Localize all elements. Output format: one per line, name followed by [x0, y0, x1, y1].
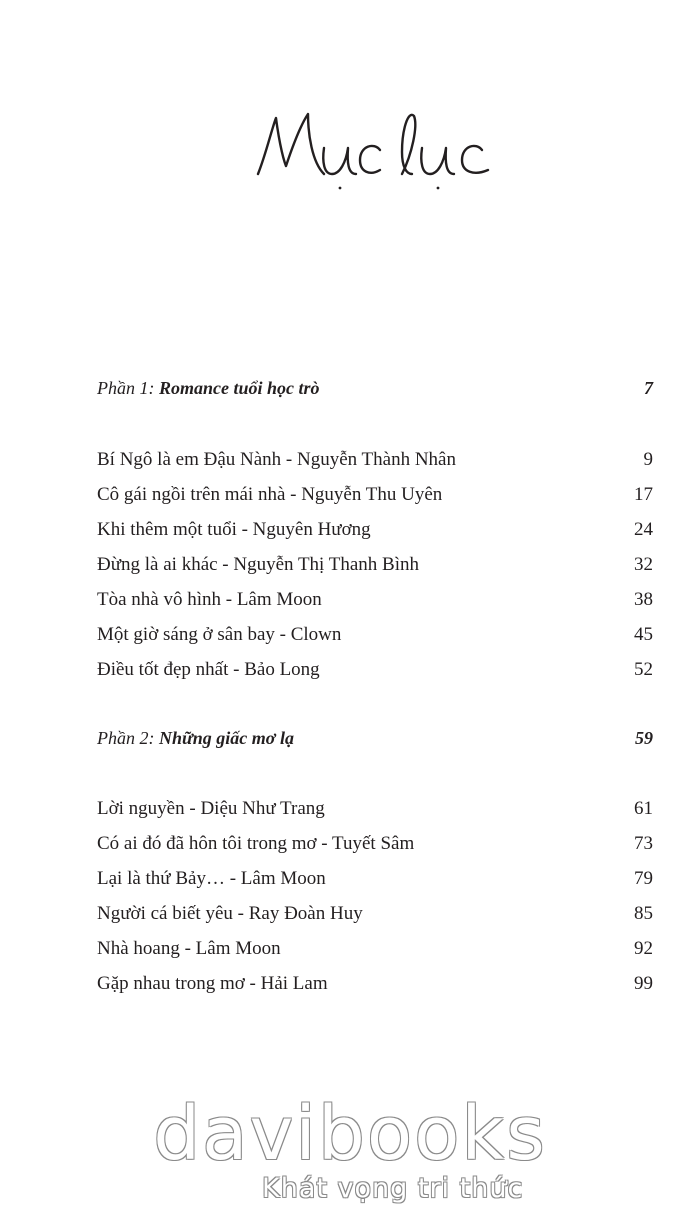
part-2-name: Những giấc mơ lạ — [159, 728, 294, 748]
toc-entry[interactable] — [97, 896, 653, 931]
toc-entry-title: Khi thêm một tuổi - Nguyên Hương — [97, 519, 371, 540]
toc-entry[interactable] — [97, 791, 653, 826]
toc-entry-title: Có ai đó đã hôn tôi trong mơ - Tuyết Sâm — [97, 833, 415, 854]
watermark-brand: davibooks — [153, 1091, 547, 1177]
toc-entry-title: Một giờ sáng ở sân bay - Clown — [97, 624, 342, 645]
part-2-label: Phần 2: — [97, 728, 159, 748]
watermark — [0, 1092, 700, 1222]
toc-entry-title: Cô gái ngồi trên mái nhà - Nguyễn Thu Uyên — [97, 484, 443, 505]
toc-entry[interactable] — [97, 582, 653, 617]
toc-entry-title: Lời nguyền - Diệu Như Trang — [97, 798, 325, 819]
toc-entry-title: Nhà hoang - Lâm Moon — [97, 938, 281, 959]
part-2-entries — [97, 791, 653, 1001]
toc-entry-page: 73 — [634, 833, 653, 854]
toc-entry-page: 92 — [634, 938, 653, 959]
toc-entry-page: 45 — [634, 624, 653, 645]
part-1-label: Phần 1: — [97, 378, 159, 398]
toc-entry-page: 24 — [634, 519, 653, 540]
toc-entry[interactable] — [97, 861, 653, 896]
toc-entry-title: Bí Ngô là em Đậu Nành - Nguyễn Thành Nhân — [97, 449, 456, 470]
toc-entry[interactable] — [97, 442, 653, 477]
toc-entry-page: 85 — [634, 903, 653, 924]
part-2-page: 59 — [635, 728, 653, 748]
watermark-tagline: Khát vọng tri thức — [262, 1173, 524, 1204]
toc-entry-page: 17 — [634, 484, 653, 505]
toc-entry-title: Đừng là ai khác - Nguyễn Thị Thanh Bình — [97, 554, 419, 575]
title-lettering — [252, 104, 512, 194]
toc-entry-title: Gặp nhau trong mơ - Hải Lam — [97, 973, 328, 994]
page-title — [252, 104, 512, 194]
part-2-heading[interactable] — [97, 728, 653, 749]
toc-entry-page: 38 — [634, 589, 653, 610]
part-1-page: 7 — [644, 378, 653, 398]
toc-entry-page: 52 — [634, 659, 653, 680]
toc-entry-page: 99 — [634, 973, 653, 994]
toc-entry-page: 32 — [634, 554, 653, 575]
toc-entry[interactable] — [97, 512, 653, 547]
toc-entry-page: 61 — [634, 798, 653, 819]
toc-entry[interactable] — [97, 652, 653, 687]
toc-entry[interactable] — [97, 547, 653, 582]
toc-entry[interactable] — [97, 617, 653, 652]
toc-entry-page: 79 — [634, 868, 653, 889]
toc-entry[interactable] — [97, 477, 653, 512]
toc-entry-title: Người cá biết yêu - Ray Đoàn Huy — [97, 903, 363, 924]
toc-entry[interactable] — [97, 966, 653, 1001]
part-1-title — [97, 378, 320, 399]
toc-entry[interactable] — [97, 826, 653, 861]
toc-entry-title: Lại là thứ Bảy… - Lâm Moon — [97, 868, 326, 889]
part-1-name: Romance tuổi học trò — [159, 378, 320, 398]
toc-entry-title: Tòa nhà vô hình - Lâm Moon — [97, 589, 322, 610]
toc-entry[interactable] — [97, 931, 653, 966]
toc-entry-page: 9 — [643, 449, 653, 470]
part-1-heading[interactable] — [97, 378, 653, 399]
part-2-title — [97, 728, 294, 749]
toc-entry-title: Điều tốt đẹp nhất - Bảo Long — [97, 659, 320, 680]
part-1-entries — [97, 442, 653, 687]
